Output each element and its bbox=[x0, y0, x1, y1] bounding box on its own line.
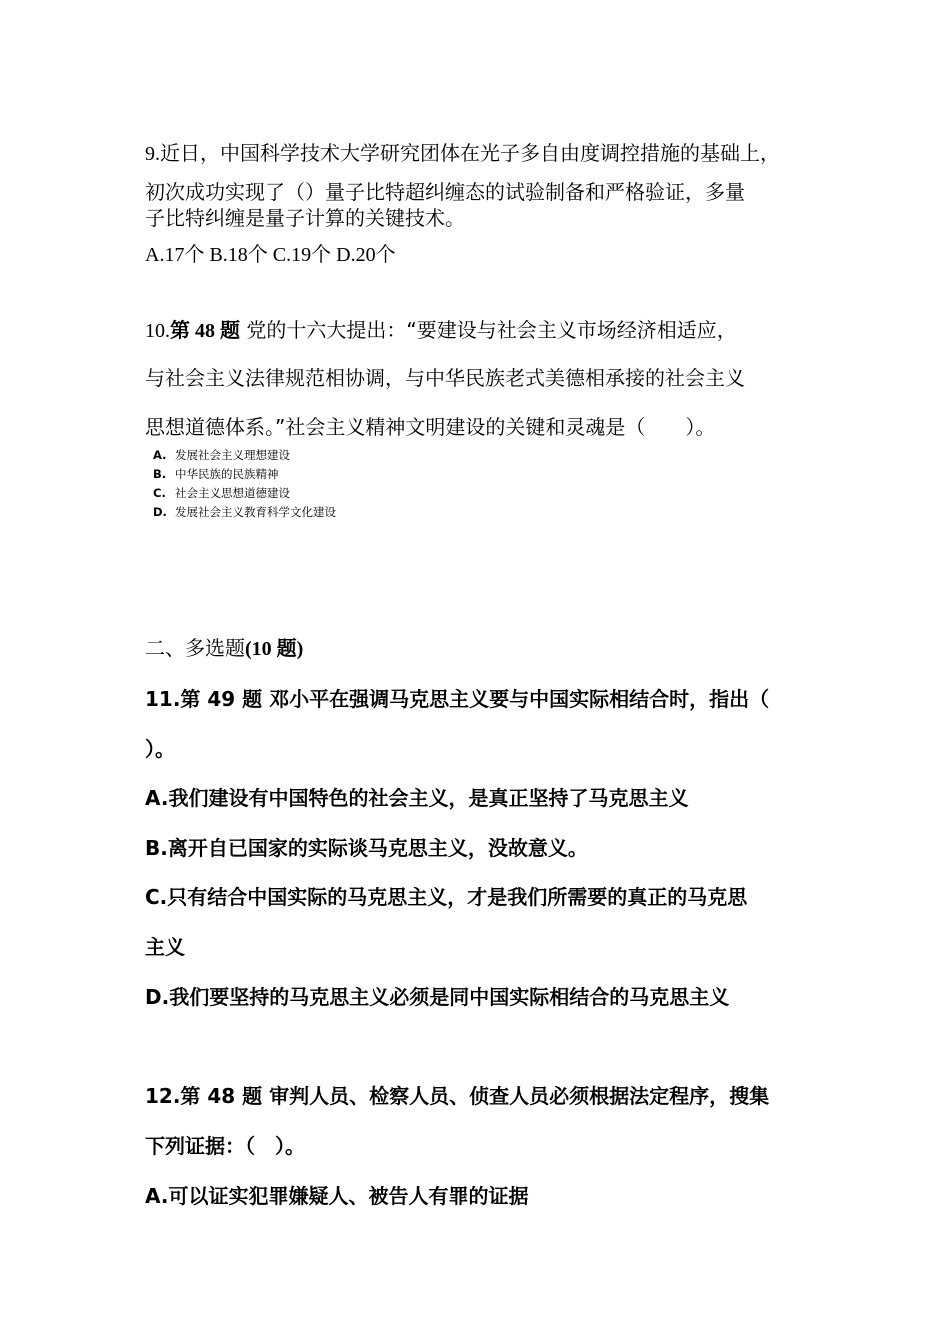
option-label: B. bbox=[153, 467, 167, 481]
q11-line2: ）。 bbox=[145, 737, 175, 761]
section2-heading bbox=[145, 632, 303, 661]
q9-options: A.17个 B.18个 C.19个 D.20个 bbox=[145, 244, 396, 266]
q11-option-c-line1: C.只有结合中国实际的马克思主义，才是我们所需要的真正的马克思 bbox=[145, 885, 748, 909]
q11-line1: 11.第 49 题 邓小平在强调马克思主义要与中国实际相结合时，指出（ bbox=[145, 687, 770, 711]
option-label: D. bbox=[153, 505, 167, 519]
q11-option-a: A.我们建设有中国特色的社会主义，是真正坚持了马克思主义 bbox=[145, 786, 689, 810]
q9-line3: 子比特纠缠是量子计算的关键技术。 bbox=[145, 208, 465, 230]
q10-line1 bbox=[145, 314, 737, 343]
section2-count: (10 题) bbox=[245, 638, 304, 660]
q11-option-d: D.我们要坚持的马克思主义必须是同中国实际相结合的马克思主义 bbox=[145, 985, 730, 1009]
q10-option-b bbox=[153, 466, 279, 482]
q10-number: 10. bbox=[145, 320, 170, 342]
q12-line2: 下列证据：（ ）。 bbox=[145, 1134, 305, 1158]
option-label: C. bbox=[153, 486, 166, 500]
q9-line2: 初次成功实现了（）量子比特超纠缠态的试验制备和严格验证，多量 bbox=[145, 182, 745, 204]
q10-option-d bbox=[153, 504, 336, 520]
q10-tag: 第 48 题 bbox=[170, 320, 240, 342]
q10-line1-rest: 党的十六大提出：“要建设与社会主义市场经济相适应， bbox=[240, 318, 737, 342]
option-text: 发展社会主义理想建设 bbox=[175, 448, 290, 462]
option-text: 中华民族的民族精神 bbox=[175, 467, 279, 481]
q9-line1: 9.近日，中国科学技术大学研究团体在光子多自由度调控措施的基础上， bbox=[145, 143, 780, 165]
section2-title: 二、多选题 bbox=[145, 638, 245, 660]
q11-option-b: B.离开自已国家的实际谈马克思主义，没故意义。 bbox=[145, 836, 588, 860]
q10-line3: 思想道德体系。”社会主义精神文明建设的关键和灵魂是（ ）。 bbox=[145, 415, 716, 439]
q12-line1: 12.第 48 题 审判人员、检察人员、侦查人员必须根据法定程序，搜集 bbox=[145, 1084, 770, 1108]
q10-option-c bbox=[153, 485, 290, 501]
option-label: A. bbox=[153, 448, 167, 462]
option-text: 社会主义思想道德建设 bbox=[175, 486, 290, 500]
q12-option-a: A.可以证实犯罪嫌疑人、被告人有罪的证据 bbox=[145, 1184, 529, 1208]
option-text: 发展社会主义教育科学文化建设 bbox=[175, 505, 336, 519]
q10-option-a bbox=[153, 447, 290, 463]
q11-option-c-line2: 主义 bbox=[145, 935, 185, 959]
q10-line2: 与社会主义法律规范相协调，与中华民族老式美德相承接的社会主义 bbox=[145, 366, 745, 390]
